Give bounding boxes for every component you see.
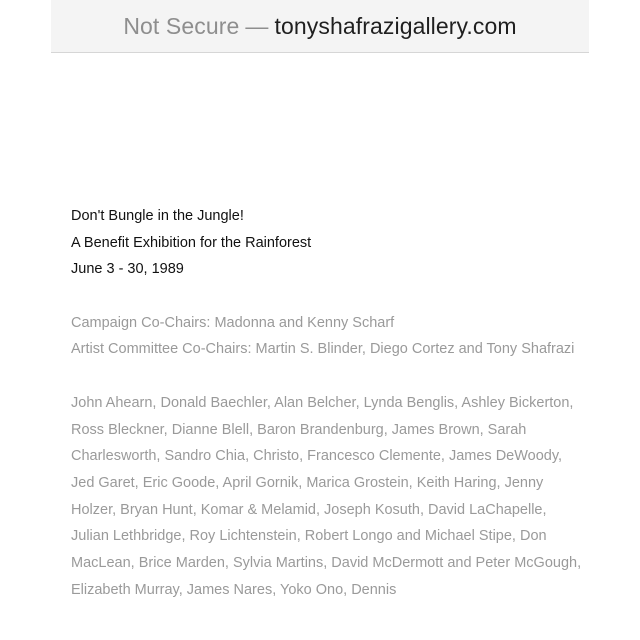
artist-committee-co-chairs: Artist Committee Co-Chairs: Martin S. Blinder, Diego Cortez and Tony Shafrazi xyxy=(71,341,575,358)
committee-block xyxy=(71,310,591,363)
exhibition-dates: June 3 - 30, 1989 xyxy=(71,261,184,277)
page-content xyxy=(71,203,591,604)
campaign-co-chairs: Campaign Co-Chairs: Madonna and Kenny Scharf xyxy=(71,314,395,331)
not-secure-label: Not Secure xyxy=(123,12,240,39)
address-bar[interactable] xyxy=(51,0,589,53)
exhibition-header xyxy=(71,203,591,283)
exhibition-subtitle: A Benefit Exhibition for the Rainforest xyxy=(71,234,312,251)
artist-list: John Ahearn, Donald Baechler, Alan Belcher, Lynda Benglis, Ashley Bickerton, Ross Bleckner, Dianne Blell, Baron Brandenburg, James Brown, Sarah Charlesworth, Sandro Chia, Christo, Francesco Clemente, James DeWoody, Jed Garet, Eric Goode, April Gornik, Marica Grostein, Keith Haring, Jenny Holzer, Bryan Hunt, Komar & Melamid, Joseph Kosuth, David LaChapelle, Julian Lethbridge, Roy Lichtenstein, Robert Longo and Michael Stipe, Don MacLean, Brice Marden, Sylvia Martins, David McDermott and Peter McGough, Elizabeth Murray, James Nares, Yoko Ono, Dennis xyxy=(71,394,582,598)
separator: — xyxy=(245,12,269,39)
url-domain[interactable]: tonyshafrazigallery.com xyxy=(274,12,517,39)
exhibition-title: Don't Bungle in the Jungle! xyxy=(71,208,244,224)
